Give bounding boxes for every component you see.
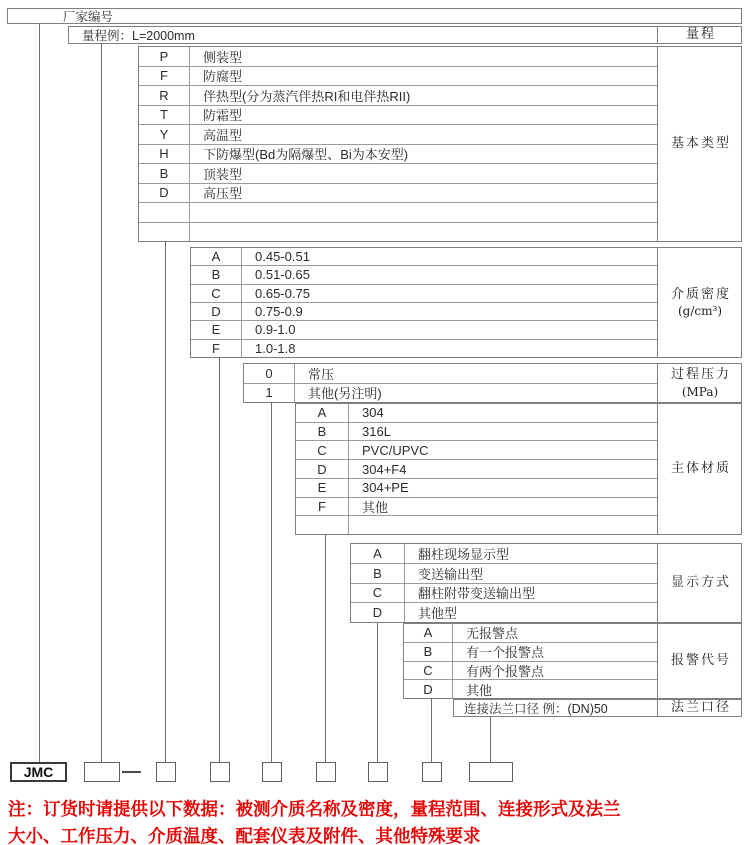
connector-line <box>101 44 102 762</box>
code-cell: P <box>139 47 190 66</box>
table-row <box>351 603 657 622</box>
code-box-basic-type <box>156 762 176 782</box>
desc-cell: PVC/UPVC <box>362 442 429 458</box>
table-row <box>139 184 657 204</box>
code-box-flange <box>469 762 513 782</box>
connector-line <box>431 698 432 762</box>
table-row <box>139 67 657 87</box>
desc-cell: 高温型 <box>203 127 243 143</box>
code-box-material <box>316 762 336 782</box>
table-row <box>139 86 657 106</box>
table-row <box>351 564 657 584</box>
table-row <box>404 662 657 681</box>
code-cell <box>139 203 190 222</box>
desc-cell: 其他 <box>362 499 389 515</box>
table-row <box>404 680 657 698</box>
table-row <box>139 47 657 67</box>
connector-line <box>377 622 378 762</box>
table-row <box>244 364 657 384</box>
code-box-range <box>84 762 120 782</box>
code-cell: B <box>404 643 453 661</box>
table-row <box>191 266 657 284</box>
manufacturer-code-label: 厂家编号 <box>63 10 114 24</box>
flange-size-row <box>453 699 742 717</box>
model-prefix-box <box>10 762 67 782</box>
desc-cell: 0.51-0.65 <box>255 267 310 283</box>
table-row-empty <box>296 516 657 534</box>
basic-type-table <box>138 46 742 242</box>
desc-cell: 常压 <box>308 366 335 382</box>
table-row <box>351 584 657 604</box>
desc-cell: 侧装型 <box>203 49 243 65</box>
table-row <box>139 125 657 145</box>
desc-cell <box>190 223 657 242</box>
table-row <box>296 441 657 460</box>
table-row <box>296 460 657 479</box>
manufacturer-code-row <box>7 8 742 24</box>
desc-cell: 0.75-0.9 <box>255 304 303 320</box>
table-row <box>404 643 657 662</box>
code-cell: A <box>351 544 405 563</box>
desc-cell <box>349 516 657 534</box>
alarm-section-label: 报警代号 <box>657 624 742 698</box>
pressure-section-label: 过程压力 (MPa) <box>657 364 742 402</box>
range-section-label: 量程 <box>657 27 742 43</box>
desc-cell: 有两个报警点 <box>466 663 545 679</box>
code-cell: 1 <box>244 384 295 403</box>
ordering-note <box>8 796 746 845</box>
ordering-note-line2: 大小、工作压力、介质温度、配套仪表及附件、其他特殊要求 <box>8 826 481 845</box>
desc-cell: 翻柱现场显示型 <box>418 546 510 562</box>
code-cell: E <box>191 321 242 338</box>
table-row-empty <box>139 203 657 223</box>
desc-cell: 其他型 <box>418 606 458 622</box>
desc-cell: 304 <box>362 405 384 421</box>
code-box-display-mode <box>368 762 388 782</box>
code-cell: R <box>139 86 190 105</box>
code-cell: A <box>191 248 242 265</box>
medium-density-table <box>190 247 742 358</box>
table-row <box>191 303 657 321</box>
code-box-density <box>210 762 230 782</box>
code-cell: F <box>191 340 242 357</box>
code-cell: B <box>191 266 242 283</box>
alarm-code-table <box>403 623 742 699</box>
desc-cell: 0.9-1.0 <box>255 322 296 338</box>
code-cell: C <box>191 285 242 302</box>
code-cell: B <box>139 164 190 183</box>
table-row <box>296 423 657 442</box>
desc-cell: 高压型 <box>203 186 243 202</box>
basic-type-section-label: 基本类型 <box>657 47 742 241</box>
desc-cell: 0.45-0.51 <box>255 249 310 265</box>
code-cell: Y <box>139 125 190 144</box>
desc-cell: 伴热型(分为蒸汽伴热RI和电伴热RII) <box>203 88 411 104</box>
body-material-table <box>295 403 742 535</box>
connector-line <box>271 402 272 762</box>
desc-cell: 有一个报警点 <box>466 645 545 661</box>
table-row <box>296 479 657 498</box>
table-row <box>351 544 657 564</box>
desc-cell: 304+PE <box>362 480 409 496</box>
pressure-unit: (MPa) <box>681 384 719 399</box>
table-row <box>191 321 657 339</box>
desc-cell: 其他 <box>466 682 493 698</box>
table-row <box>191 248 657 266</box>
desc-cell: 顶装型 <box>203 166 243 182</box>
code-cell <box>296 516 349 534</box>
display-mode-section-label: 显示方式 <box>657 544 742 622</box>
connector-line <box>490 716 491 762</box>
dash-separator <box>122 771 141 773</box>
code-cell: A <box>404 624 453 642</box>
desc-cell <box>190 203 657 222</box>
code-cell: D <box>404 680 453 698</box>
code-cell <box>139 223 190 242</box>
material-section-label: 主体材质 <box>657 404 742 534</box>
table-row <box>139 145 657 165</box>
connector-line <box>325 534 326 762</box>
connector-line <box>39 23 40 762</box>
code-box-alarm <box>422 762 442 782</box>
table-row-empty <box>139 223 657 242</box>
table-row <box>139 106 657 126</box>
code-cell: D <box>351 603 405 622</box>
code-cell: B <box>351 564 405 583</box>
code-cell: F <box>296 498 349 516</box>
code-box-pressure <box>262 762 282 782</box>
desc-cell: 其他(另注明) <box>308 386 382 402</box>
desc-cell: 防腐型 <box>203 69 243 85</box>
ordering-note-line1: 注：订货时请提供以下数据：被测介质名称及密度，量程范围、连接形式及法兰 <box>8 799 621 819</box>
code-cell: E <box>296 479 349 497</box>
code-cell: H <box>139 145 190 164</box>
desc-cell: 316L <box>362 424 391 440</box>
code-cell: 0 <box>244 364 295 383</box>
desc-cell: 防霜型 <box>203 108 243 124</box>
desc-cell: 1.0-1.8 <box>255 340 296 356</box>
table-row <box>139 164 657 184</box>
desc-cell: 0.65-0.75 <box>255 285 310 301</box>
table-row <box>191 285 657 303</box>
code-cell: T <box>139 106 190 125</box>
range-example-text: 量程例：L=2000mm <box>82 29 195 43</box>
code-cell: D <box>191 303 242 320</box>
desc-cell: 变送输出型 <box>418 566 484 582</box>
code-cell: A <box>296 404 349 422</box>
density-unit: (g/cm³) <box>678 304 722 319</box>
code-cell: C <box>351 584 405 603</box>
table-row <box>244 384 657 403</box>
code-cell: C <box>404 662 453 680</box>
connector-line <box>219 357 220 762</box>
table-row <box>296 498 657 517</box>
code-cell: D <box>139 184 190 203</box>
code-cell: F <box>139 67 190 86</box>
connector-line <box>165 241 166 762</box>
desc-cell: 无报警点 <box>466 626 519 642</box>
model-prefix-label: JMC <box>23 764 54 780</box>
flange-section-label: 法兰口径 <box>657 700 742 716</box>
desc-cell: 304+F4 <box>362 461 407 477</box>
range-row <box>68 26 742 44</box>
code-cell: C <box>296 441 349 459</box>
table-row <box>404 624 657 643</box>
code-cell: D <box>296 460 349 478</box>
code-cell: B <box>296 423 349 441</box>
density-section-label: 介质密度 (g/cm³) <box>657 248 742 357</box>
display-mode-table <box>350 543 742 623</box>
flange-desc: 连接法兰口径 例：(DN)50 <box>464 702 608 716</box>
desc-cell: 下防爆型(Bd为隔爆型、Bi为本安型) <box>203 147 409 163</box>
table-row <box>191 340 657 357</box>
process-pressure-table <box>243 363 742 403</box>
table-row <box>296 404 657 423</box>
desc-cell: 翻柱附带变送输出型 <box>418 586 536 602</box>
